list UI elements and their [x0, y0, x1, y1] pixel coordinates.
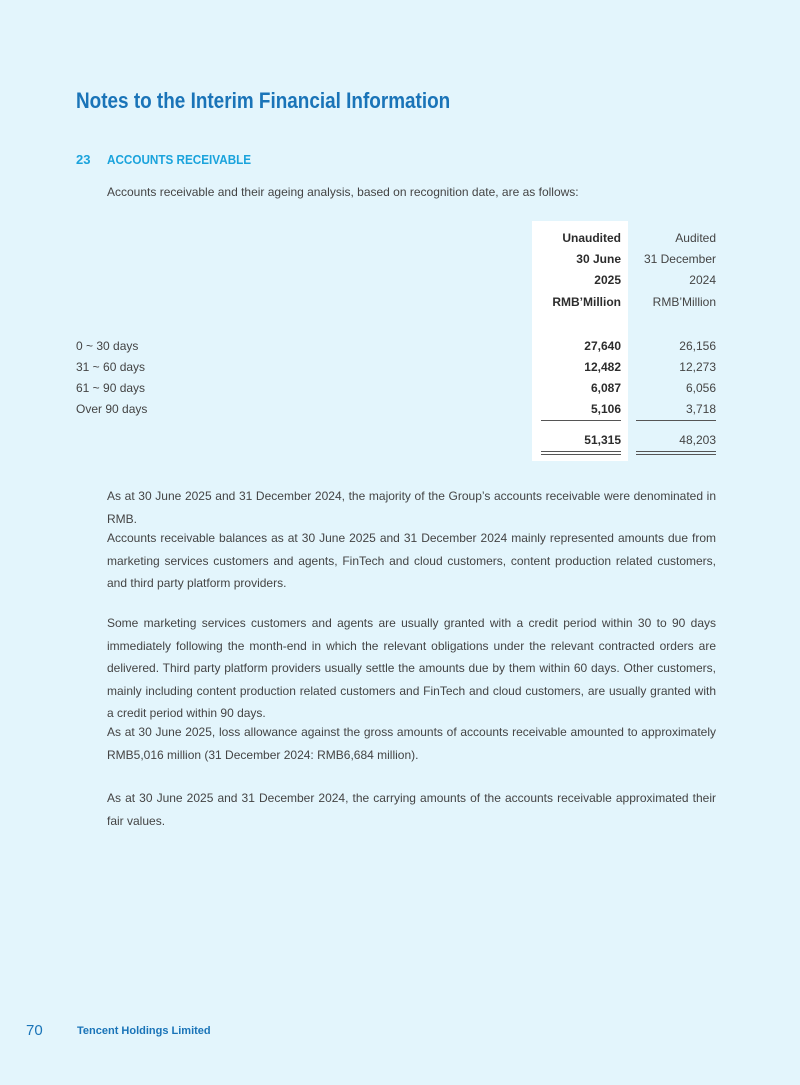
footer-company-name: Tencent Holdings Limited — [77, 1025, 211, 1037]
total-value-prior: 48,203 — [679, 433, 716, 447]
row-value-current: 27,640 — [584, 339, 621, 353]
column-date-current: 30 June — [576, 252, 621, 266]
page-title: Notes to the Interim Financial Information — [76, 88, 451, 113]
row-label: 31 ~ 60 days — [76, 360, 146, 374]
paragraph: As at 30 June 2025, loss allowance against the gross amounts of accounts receivable amounted to approximately RMB5,016 million (31 December 2024: RMB6,684 million). — [107, 725, 716, 762]
column-status-prior: Audited — [675, 231, 716, 245]
section-number: 23 — [76, 152, 91, 167]
column-year-prior: 2024 — [689, 273, 716, 287]
column-status-current: Unaudited — [562, 231, 621, 245]
subtotal-rule-prior — [636, 420, 716, 421]
total-double-rule-prior — [636, 454, 716, 455]
row-label: Over 90 days — [76, 402, 148, 416]
row-value-current: 6,087 — [590, 381, 621, 395]
column-unit-prior: RMB’Million — [652, 295, 716, 309]
column-year-current: 2025 — [594, 273, 621, 287]
section-title: ACCOUNTS RECEIVABLE — [107, 152, 252, 167]
row-value-prior: 6,056 — [685, 381, 716, 395]
column-date-prior: 31 December — [643, 252, 716, 266]
total-double-rule-prior — [636, 451, 716, 452]
page-number: 70 — [26, 1022, 43, 1039]
row-value-prior: 26,156 — [679, 339, 716, 353]
paragraph: Accounts receivable balances as at 30 June 2025 and 31 December 2024 mainly represented amounts due from marketing services customers and agents, FinTech and cloud customers, content production related customers, and third party platform providers. — [107, 531, 716, 590]
paragraph: Some marketing services customers and agents are usually granted with a credit period within 30 to 90 days immediately following the month-end in which the relevant obligations under the relevant contracted orders are delivered. Third party platform providers usually settle the amounts due by them within 60 days. Other customers, mainly including content production related customers and FinTech and cloud customers, are usually granted with a credit period within 90 days. — [107, 616, 716, 720]
row-value-prior: 12,273 — [679, 360, 716, 374]
section-intro: Accounts receivable and their ageing analysis, based on recognition date, are as follows: — [107, 185, 579, 199]
total-double-rule-current — [541, 454, 621, 455]
row-value-current: 5,106 — [590, 402, 621, 416]
subtotal-rule-current — [541, 420, 621, 421]
row-label: 0 ~ 30 days — [76, 339, 139, 353]
paragraph: As at 30 June 2025 and 31 December 2024, the majority of the Group’s accounts receivable were denominated in RMB. — [107, 489, 716, 526]
total-double-rule-current — [541, 451, 621, 452]
paragraph: As at 30 June 2025 and 31 December 2024, the carrying amounts of the accounts receivable approximated their fair values. — [107, 791, 716, 828]
row-value-prior: 3,718 — [685, 402, 716, 416]
total-value-current: 51,315 — [584, 433, 621, 447]
row-label: 61 ~ 90 days — [76, 381, 146, 395]
column-unit-current: RMB’Million — [552, 295, 621, 309]
row-value-current: 12,482 — [584, 360, 621, 374]
